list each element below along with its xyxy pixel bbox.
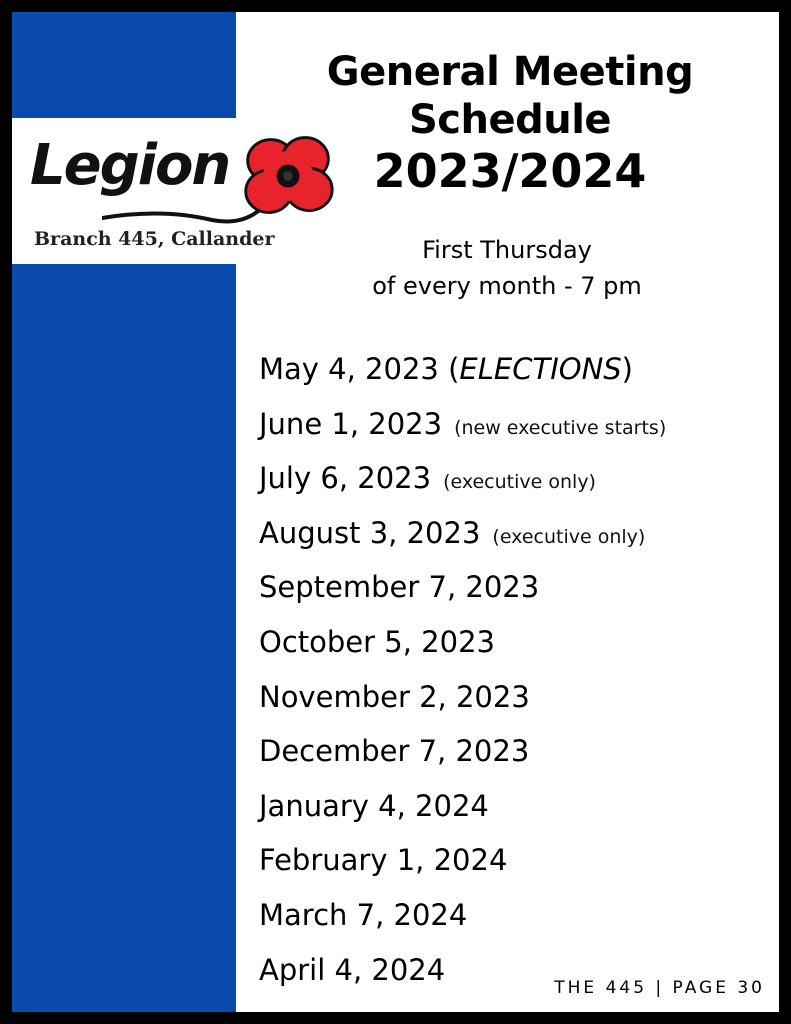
meeting-date-item — [259, 833, 769, 888]
title-line-1: General Meeting — [326, 49, 694, 95]
meeting-note: (new executive starts) — [454, 416, 667, 439]
meeting-date-item — [259, 560, 769, 615]
meeting-date: May 4, 2023 — [259, 352, 439, 386]
meeting-date: February 1, 2024 — [259, 843, 508, 878]
meeting-date-list — [259, 342, 769, 997]
page-footer: THE 445 | PAGE 30 — [554, 978, 765, 998]
meeting-date: August 3, 2023 — [259, 515, 481, 550]
subtitle-line-2: of every month - 7 pm — [372, 272, 642, 300]
meeting-date: November 2, 2023 — [259, 679, 530, 714]
meeting-date: January 4, 2024 — [259, 788, 489, 823]
meeting-emphasis: ELECTIONS — [459, 352, 622, 386]
meeting-date: April 4, 2024 — [259, 952, 446, 987]
meeting-note: (executive only) — [492, 525, 646, 548]
meeting-date-item — [259, 506, 769, 561]
meeting-date-item — [259, 779, 769, 834]
newsletter-page — [12, 12, 779, 1012]
meeting-date-item — [259, 397, 769, 452]
meeting-date-item — [259, 888, 769, 943]
logo-wordmark: Legion — [30, 133, 230, 198]
page-title — [282, 48, 738, 199]
meeting-date-item — [259, 342, 769, 397]
meeting-date: June 1, 2023 — [259, 406, 443, 441]
meeting-date-item — [259, 451, 769, 506]
meeting-note: (executive only) — [443, 471, 596, 494]
meeting-date: December 7, 2023 — [259, 734, 530, 769]
meeting-date: March 7, 2024 — [259, 897, 468, 932]
meeting-date: July 6, 2023 — [259, 461, 432, 496]
meeting-time — [312, 232, 702, 304]
meeting-paren-open: ( — [438, 352, 460, 386]
title-line-2: Schedule — [408, 97, 612, 143]
meeting-date-item — [259, 670, 769, 725]
branch-name: Branch 445, Callander — [34, 228, 275, 250]
meeting-date: September 7, 2023 — [259, 570, 540, 605]
meeting-date-item — [259, 724, 769, 779]
meeting-paren-close: ) — [621, 352, 633, 386]
meeting-date-item — [259, 615, 769, 670]
meeting-date: October 5, 2023 — [259, 624, 495, 659]
subtitle-line-1: First Thursday — [422, 236, 592, 264]
title-line-3: 2023/2024 — [373, 144, 647, 198]
